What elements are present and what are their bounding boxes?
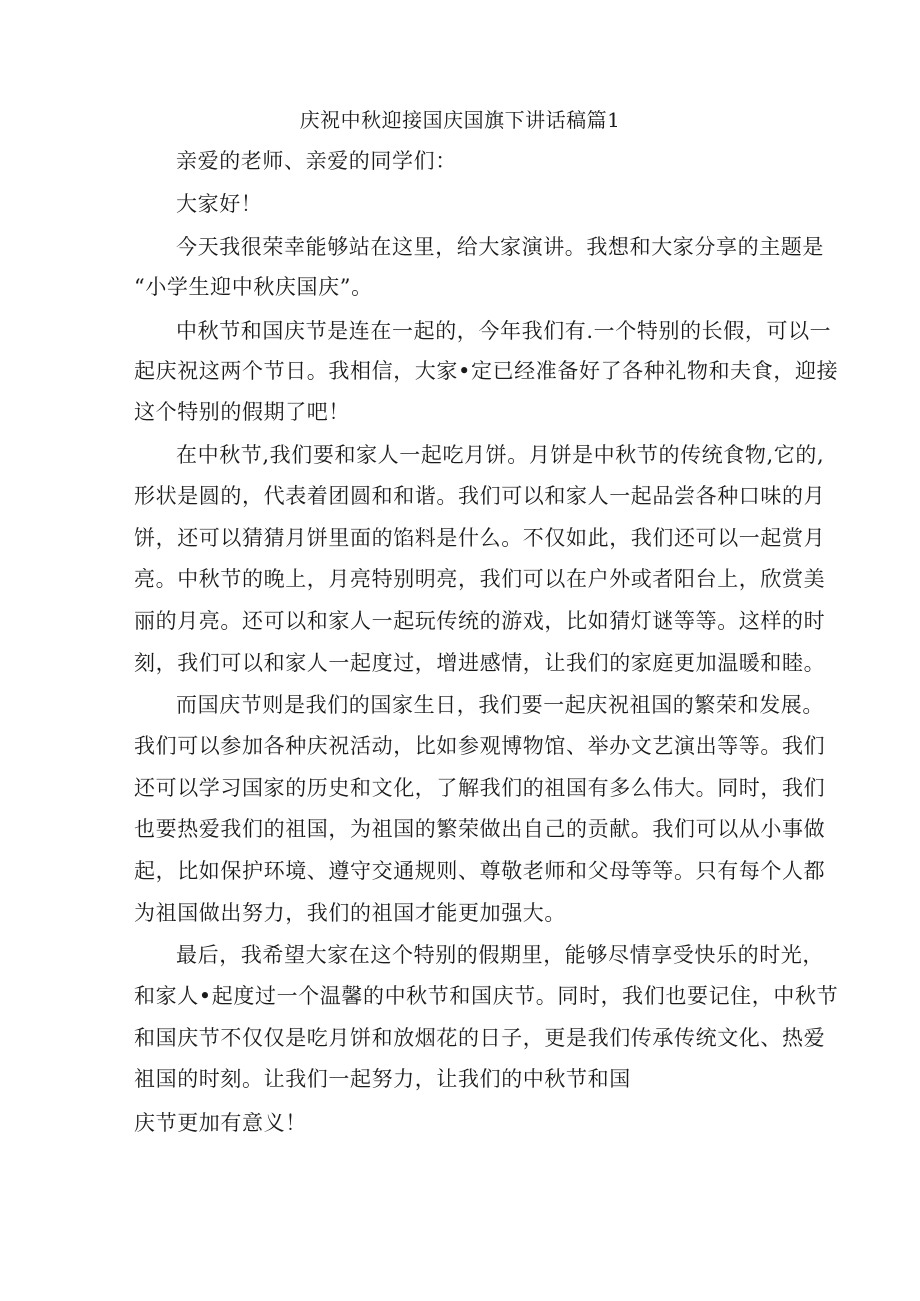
text-line: 形状是圆的，代表着团圆和和谐。我们可以和家人一起品尝各种口味的月 (134, 484, 826, 508)
text-line: 庆节更加有意义！ (134, 1111, 307, 1135)
text-line: 刻，我们可以和家人一起度过，增进感情，让我们的家庭更加温暖和睦。 (134, 651, 826, 675)
text-line: 亮。中秋节的晚上，月亮特别明亮，我们可以在户外或者阳台上，欣赏美 (134, 567, 826, 591)
text-line: 和国庆节不仅仅是吃月饼和放烟花的日子，更是我们传承传统文化、热爱 (134, 1026, 826, 1050)
text-line: 起，比如保护环境、遵守交通规则、尊敬老师和父母等等。只有每个人都 (134, 859, 826, 883)
document-title: 庆祝中秋迎接国庆国旗下讲话稿篇1 (299, 108, 621, 132)
text-line: 而国庆节则是我们的国家生日，我们要一起庆祝祖国的繁荣和发展。 (176, 693, 824, 717)
text-line: 最后，我希望大家在这个特别的假期里，能够尽情享受快乐的时光， (176, 943, 824, 967)
text-line: 丽的月亮。还可以和家人一起玩传统的游戏，比如猜灯谜等等。这样的时 (134, 609, 826, 633)
text-line: 也要热爱我们的祖国，为祖国的繁荣做出自己的贡献。我们可以从小事做 (134, 817, 826, 841)
text-line: 大家好！ (176, 192, 263, 216)
text-line: 为祖国做出努力，我们的祖国才能更加强大。 (134, 901, 566, 925)
text-line: 亲爱的老师、亲爱的同学们： (176, 149, 457, 173)
text-line: 中秋节和国庆节是连在一起的，今年我们有.一个特别的长假，可以一 (176, 319, 832, 343)
text-line: 这个特别的假期了吧！ (134, 400, 350, 424)
text-line: 起庆祝这两个节日。我相信，大家•定已经准备好了各种礼物和夫食，迎接 (134, 359, 839, 383)
text-line: 饼，还可以猜猜月饼里面的馅料是什么。不仅如此，我们还可以一起赏月 (134, 526, 826, 550)
text-line: 在中秋节,我们要和家人一起吃月饼。月饼是中秋节的传统食物,它的, (176, 443, 825, 467)
text-line: 和家人•起度过一个温馨的中秋节和国庆节。同时，我们也要记住，中秋节 (134, 984, 839, 1008)
text-line: 还可以学习国家的历史和文化，了解我们的祖国有多么伟大。同时，我们 (134, 776, 826, 800)
text-line: 我们可以参加各种庆祝活动，比如参观博物馆、举办文艺演出等等。我们 (134, 734, 826, 758)
text-line: 今天我很荣幸能够站在这里，给大家演讲。我想和大家分享的主题是 (176, 235, 824, 259)
text-line: 祖国的时刻。让我们一起努力，让我们的中秋节和国 (134, 1067, 631, 1091)
text-line: “小学生迎中秋庆国庆”。 (134, 275, 373, 299)
